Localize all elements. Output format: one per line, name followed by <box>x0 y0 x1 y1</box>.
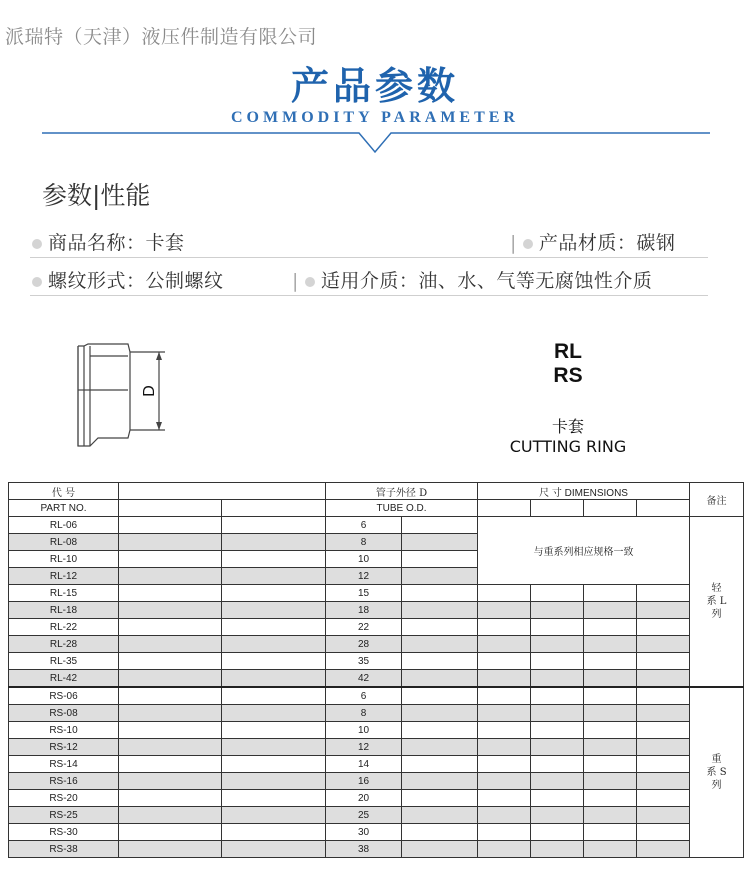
tube-od-cell: 14 <box>326 756 402 773</box>
tube-od-cell: 12 <box>326 568 402 585</box>
tube-od-cell: 8 <box>326 705 402 722</box>
page-title: 产品参数 <box>290 64 459 108</box>
part-number-cell: RL-06 <box>9 517 119 534</box>
bullet-icon <box>32 239 42 249</box>
tube-od-cell: 6 <box>326 687 402 705</box>
header-tube-cn: 管子外径 D <box>326 483 478 500</box>
table-row <box>9 619 744 636</box>
part-number-cell: RL-12 <box>9 568 119 585</box>
bullet-icon <box>305 277 315 287</box>
product-code-rs: RS <box>553 364 583 387</box>
table-row <box>9 739 744 756</box>
tube-od-cell: 12 <box>326 739 402 756</box>
dimension-label: D <box>141 385 158 397</box>
parameter-table <box>8 482 744 858</box>
spec-media: | 适用介质：油、水、气等无腐蚀性介质 <box>292 270 653 292</box>
table-row <box>9 841 744 858</box>
table-row <box>9 636 744 653</box>
bullet-icon <box>32 277 42 287</box>
tube-od-cell: 42 <box>326 670 402 688</box>
table-row <box>9 585 744 602</box>
heavy-series-note: 重 系 S 列 <box>690 687 744 858</box>
part-number-cell: RL-08 <box>9 534 119 551</box>
section-title: 参数|性能 <box>42 181 151 210</box>
part-number-cell: RS-16 <box>9 773 119 790</box>
cutting-ring-drawing <box>70 336 180 454</box>
tube-od-cell: 16 <box>326 773 402 790</box>
header-tube-en: TUBE O.D. <box>326 500 478 517</box>
table-header-row <box>9 483 744 500</box>
tube-od-cell: 35 <box>326 653 402 670</box>
part-number-cell: RS-06 <box>9 687 119 705</box>
table-row <box>9 807 744 824</box>
part-number-cell: RS-38 <box>9 841 119 858</box>
tube-od-cell: 25 <box>326 807 402 824</box>
part-number-cell: RL-42 <box>9 670 119 688</box>
tube-od-cell: 6 <box>326 517 402 534</box>
tube-od-cell: 10 <box>326 722 402 739</box>
tube-od-cell: 20 <box>326 790 402 807</box>
same-spec-note: 与重系列相应规格一致 <box>478 517 690 585</box>
bullet-icon <box>523 239 533 249</box>
table-row <box>9 602 744 619</box>
header-code-en: PART NO. <box>9 500 119 517</box>
part-number-cell: RS-30 <box>9 824 119 841</box>
part-number-cell: RL-18 <box>9 602 119 619</box>
header-dimensions: 尺 寸 DIMENSIONS <box>478 483 690 500</box>
part-number-cell: RL-22 <box>9 619 119 636</box>
part-number-cell: RS-20 <box>9 790 119 807</box>
light-series-note: 轻 系 L 列 <box>690 517 744 688</box>
tube-od-cell: 30 <box>326 824 402 841</box>
spec-name: 商品名称：卡套 <box>32 228 185 255</box>
header-code-cn: 代 号 <box>9 483 119 500</box>
tube-od-cell: 28 <box>326 636 402 653</box>
part-number-cell: RS-14 <box>9 756 119 773</box>
product-name-en: CUTTING RING <box>509 437 627 456</box>
page-subtitle: COMMODITY PARAMETER <box>231 109 519 126</box>
spec-divider <box>30 295 708 296</box>
table-row <box>9 653 744 670</box>
spec-material: | 产品材质：碳钢 <box>510 232 676 254</box>
table-row <box>9 670 744 688</box>
part-number-cell: RL-10 <box>9 551 119 568</box>
tube-od-cell: 10 <box>326 551 402 568</box>
product-name-cn: 卡套 <box>551 417 584 436</box>
part-number-cell: RL-15 <box>9 585 119 602</box>
tube-od-cell: 22 <box>326 619 402 636</box>
part-number-cell: RS-10 <box>9 722 119 739</box>
table-row <box>9 722 744 739</box>
title-divider <box>42 128 710 158</box>
table-row <box>9 790 744 807</box>
company-name: 派瑞特（天津）液压件制造有限公司 <box>5 26 318 48</box>
part-number-cell: RS-25 <box>9 807 119 824</box>
table-row <box>9 687 744 705</box>
table-row <box>9 705 744 722</box>
table-row <box>9 773 744 790</box>
table-header-row <box>9 500 744 517</box>
table-row <box>9 517 744 534</box>
tube-od-cell: 38 <box>326 841 402 858</box>
table-row <box>9 756 744 773</box>
header-remark: 备注 <box>690 483 744 517</box>
table-row <box>9 824 744 841</box>
spec-divider <box>30 257 708 258</box>
part-number-cell: RL-28 <box>9 636 119 653</box>
spec-thread: 螺纹形式：公制螺纹 <box>32 266 224 293</box>
part-number-cell: RL-35 <box>9 653 119 670</box>
product-code-rl: RL <box>554 340 582 363</box>
tube-od-cell: 8 <box>326 534 402 551</box>
tube-od-cell: 15 <box>326 585 402 602</box>
part-number-cell: RS-12 <box>9 739 119 756</box>
part-number-cell: RS-08 <box>9 705 119 722</box>
tube-od-cell: 18 <box>326 602 402 619</box>
